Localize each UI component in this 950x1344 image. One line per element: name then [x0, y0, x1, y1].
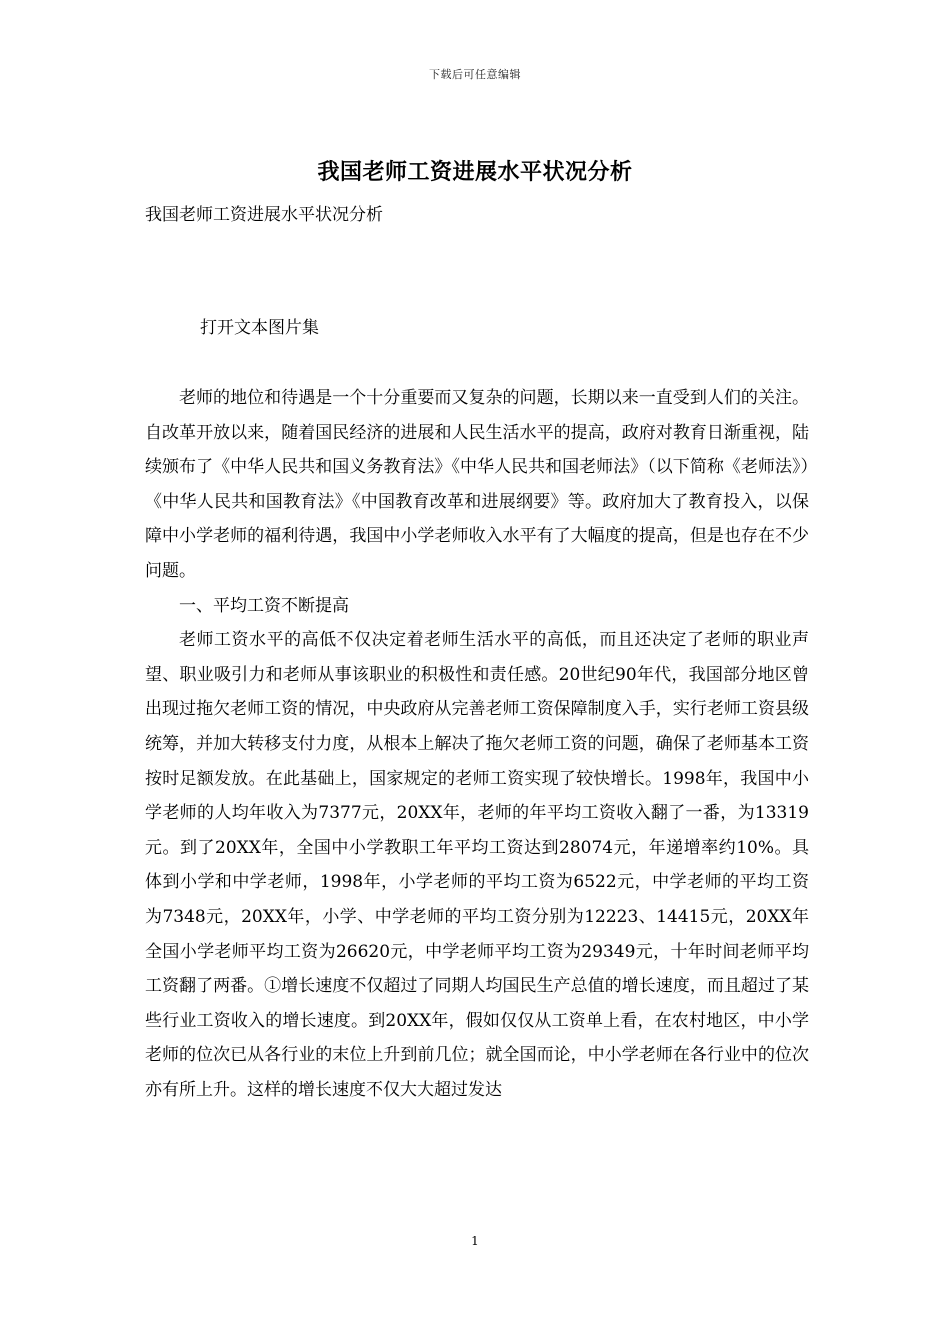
- paragraph-intro: 老师的地位和待遇是一个十分重要而又复杂的问题，长期以来一直受到人们的关注。自改革开放以来，随着国民经济的进展和人民生活水平的提高，政府对教育日渐重视，陆续颁布了《中华人民共和国义务教育法》《中华人民共和国老师法》（以下简称《老师法》）《中华人民共和国教育法》《中国教育改革和进展纲要》等。政府加大了教育投入，以保障中小学老师的福利待遇，我国中小学老师收入水平有了大幅度的提高，但是也存在不少问题。: [145, 388, 809, 581]
- document-body: [145, 381, 809, 1107]
- open-image-gallery-link[interactable]: 打开文本图片集: [200, 318, 319, 338]
- section-heading: 一、平均工资不断提高: [179, 595, 349, 616]
- document-title: 我国老师工资进展水平状况分析: [317, 159, 633, 185]
- document-subtitle: 我国老师工资进展水平状况分析: [145, 205, 383, 225]
- page-number: 1: [471, 1234, 479, 1248]
- header-note: 下载后可任意编辑: [429, 68, 521, 81]
- paragraph-salary: 老师工资水平的高低不仅决定着老师生活水平的高低，而且还决定了老师的职业声望、职业吸引力和老师从事该职业的积极性和责任感。20世纪90年代，我国部分地区曾出现过拖欠老师工资的情况，中央政府从完善老师工资保障制度入手，实行老师工资县级统筹，并加大转移支付力度，从根本上解决了拖欠老师工资的问题，确保了老师基本工资按时足额发放。在此基础上，国家规定的老师工资实现了较快增长。1998年，我国中小学老师的人均年收入为7377元，20XX年，老师的年平均工资收入翻了一番，为13319元。到了20XX年，全国中小学教职工年平均工资达到28074元，年递增率约10%。具体到小学和中学老师，1998年，小学老师的平均工资为6522元，中学老师的平均工资为7348元，20XX年，小学、中学老师的平均工资分别为12223、14415元，20XX年全国小学老师平均工资为26620元，中学老师平均工资为29349元，十年时间老师平均工资翻了两番。①增长速度不仅超过了同期人均国民生产总值的增长速度，而且超过了某些行业工资收入的增长速度。到20XX年，假如仅仅从工资单上看，在农村地区，中小学老师的位次已从各行业的末位上升到前几位；就全国而论，中小学老师在各行业中的位次亦有所上升。这样的增长速度不仅大大超过发达: [145, 630, 809, 1100]
